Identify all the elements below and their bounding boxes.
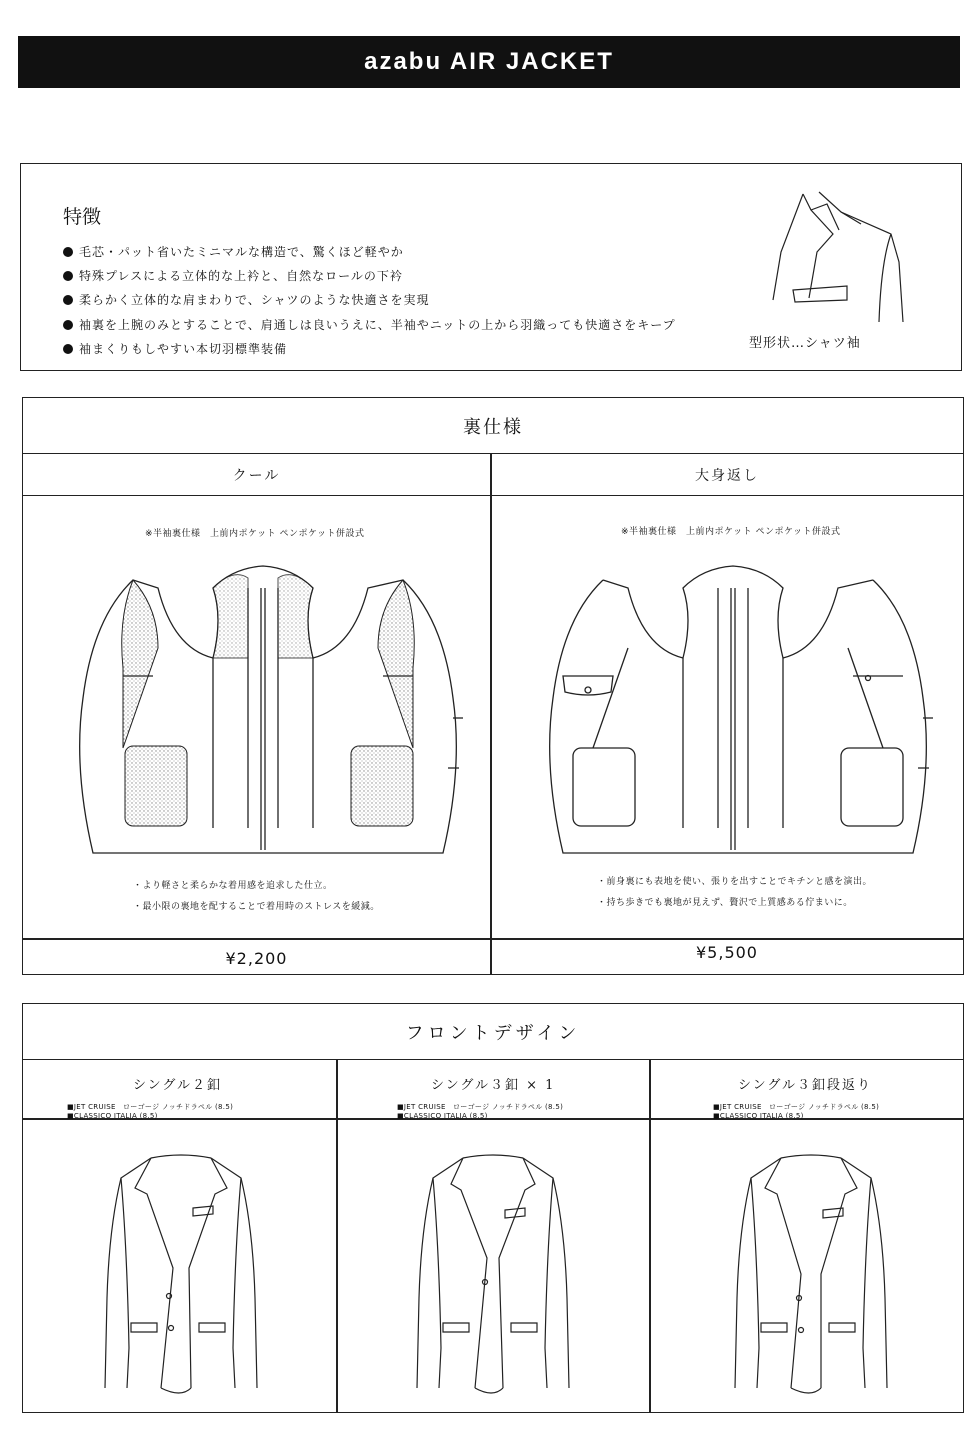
page-title-bar: [18, 36, 960, 88]
three-button-jacket-illustration: [393, 1148, 593, 1398]
bullet-icon: [63, 247, 73, 257]
features-list: [63, 240, 676, 361]
front-option-spec: ■JET CRUISE ローゴージ ノッチドラペル (8.5) ■CLASSICO ITALIA (8.5): [67, 1103, 234, 1120]
front-option-spec: ■JET CRUISE ローゴージ ノッチドラペル (8.5) ■CLASSICO ITALIA (8.5): [397, 1103, 564, 1120]
column-divider: [490, 454, 492, 974]
feature-item: 袖裏を上腕のみとすることで、肩通しは良いうえに、半袖やニットの上から羽織っても快適さをキープ: [63, 313, 676, 337]
lining-price: ¥2,200: [225, 948, 288, 968]
lining-description: ・前身裏にも表地を使い、張りを出すことでキチンと感を演出。 ・持ち歩きでも裏地が見えず、贅沢で上質感ある佇まいに。: [597, 877, 873, 908]
lining-section: [22, 397, 964, 975]
feature-item: 柔らかく立体的な肩まわりで、シャツのような快適さを実現: [63, 288, 676, 312]
lining-note: ※半袖裏仕様 上前内ポケット ペンポケット併設式: [145, 529, 365, 539]
front-option-name: シングル３釦段返り: [738, 1078, 873, 1093]
lining-price: ¥5,500: [696, 942, 758, 962]
bullet-icon: [63, 344, 73, 354]
lining-option-name: 大身返し: [491, 454, 963, 496]
shirt-sleeve-illustration: [751, 182, 911, 327]
two-button-jacket-illustration: [81, 1148, 281, 1398]
full-facing-lining-illustration: [533, 558, 943, 863]
front-option-name: シングル２釦: [133, 1078, 223, 1093]
column-divider: [336, 1060, 338, 1412]
three-roll-two-jacket-illustration: [711, 1148, 911, 1398]
sleeve-caption: 型形状…シャツ袖: [749, 336, 861, 351]
front-option-name: シングル３釦 × 1: [431, 1078, 556, 1093]
lining-note: ※半袖裏仕様 上前内ポケット ペンポケット併設式: [621, 527, 841, 537]
front-design-section: [22, 1003, 964, 1413]
feature-item: 袖まくりもしやすい本切羽標準装備: [63, 337, 676, 361]
lining-description: ・より軽さと柔らかな着用感を追求した仕立。 ・最小限の裏地を配することで着用時のストレスを緩減。: [133, 881, 380, 912]
lining-option-name: クール: [23, 454, 490, 496]
page-title: azabu AIR JACKET: [364, 48, 614, 75]
bullet-icon: [63, 320, 73, 330]
bullet-icon: [63, 295, 73, 305]
lining-title: 裏仕様: [23, 398, 963, 454]
front-option-spec: ■JET CRUISE ローゴージ ノッチドラペル (8.5) ■CLASSICO ITALIA (8.5): [713, 1103, 880, 1120]
bullet-icon: [63, 271, 73, 281]
feature-item: 特殊プレスによる立体的な上衿と、自然なロールの下衿: [63, 264, 676, 288]
features-section: [20, 163, 962, 371]
cool-lining-illustration: [63, 558, 473, 863]
column-divider: [649, 1060, 651, 1412]
front-design-title: フロントデザイン: [23, 1004, 963, 1060]
feature-item: 毛芯・パット省いたミニマルな構造で、驚くほど軽やか: [63, 240, 676, 264]
features-title: 特徴: [63, 206, 102, 228]
